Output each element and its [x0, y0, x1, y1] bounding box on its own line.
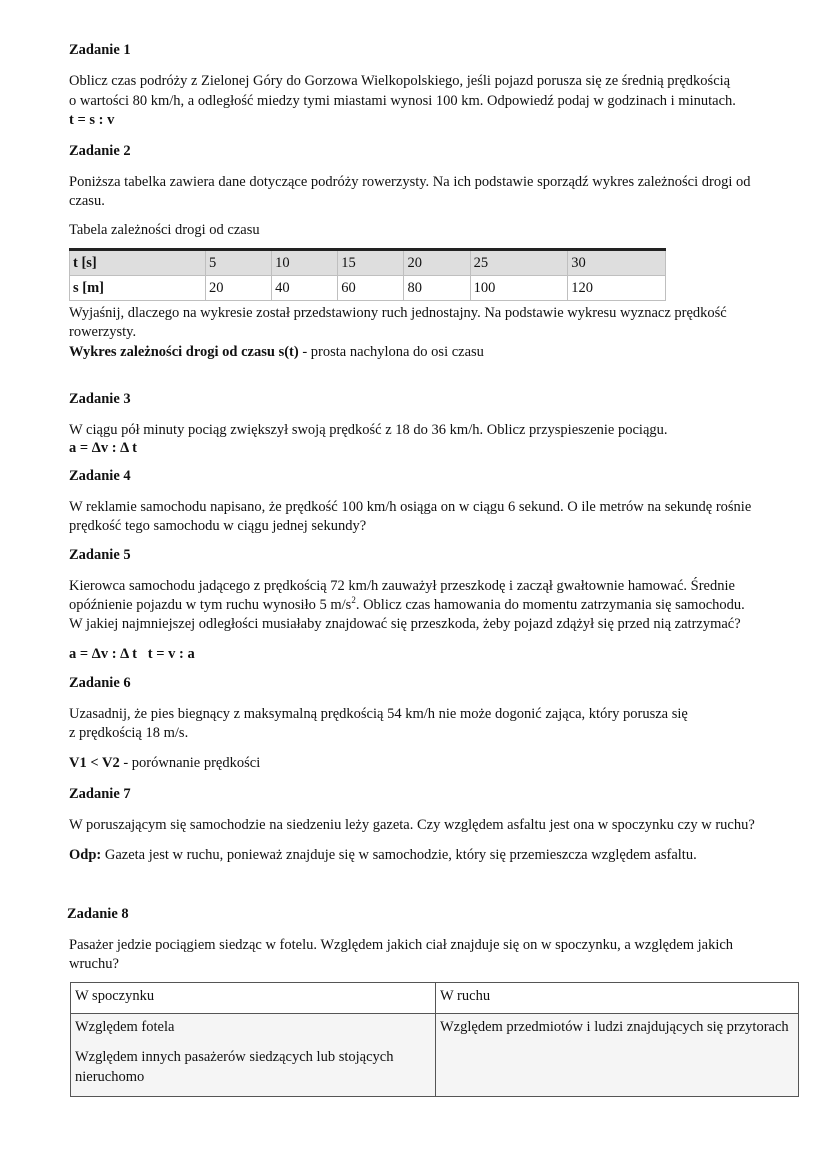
table-cell: 20: [205, 276, 271, 301]
task-5-text-line-2b: . Oblicz czas hamowania do momentu zatrzymania się samochodu.: [355, 597, 745, 613]
task-2-text-line-1: Poniższa tabelka zawiera dane dotyczące podróży rowerzysty. Na ich podstawie sporządź wykres zależności drogi od: [69, 174, 751, 190]
table-header-motion: W ruchu: [436, 983, 799, 1014]
table-cell: 60: [338, 276, 404, 301]
table-cell: 20: [404, 250, 470, 276]
task-7-answer-bold: Odp:: [69, 847, 102, 863]
task-5-title: Zadanie 5: [69, 547, 131, 563]
task-7-text-line-1: W poruszającym się samochodzie na siedzeniu leży gazeta. Czy względem asfaltu jest ona w spoczynku czy w ruchu?: [69, 817, 755, 833]
task-2-table-caption: Tabela zależności drogi od czasu: [69, 222, 260, 238]
task-5-formula: a = Δv : Δ t t = v : a: [69, 646, 195, 662]
task-2-question-line-1: Wyjaśnij, dlaczego na wykresie został przedstawiony ruch jednostajny. Na podstawie wykresu wyznacz prędkość: [69, 305, 727, 321]
task-6-answer: [69, 753, 804, 773]
motion-item-1: Względem przedmiotów i ludzi znajdujących się przytorach: [440, 1019, 789, 1035]
rest-item-1: Względem fotela: [75, 1019, 175, 1035]
task-6-title: Zadanie 6: [69, 675, 131, 691]
table-header-time: t [s]: [70, 250, 206, 276]
table-cell: 40: [272, 276, 338, 301]
table-cell: 10: [272, 250, 338, 276]
task-2-answer-bold: Wykres zależności drogi od czasu s(t): [69, 344, 299, 360]
task-1-text-line-2: o wartości 80 km/h, a odległość miedzy tymi miastami wynosi 100 km. Odpowiedź podaj w godzinach i minutach.: [69, 93, 736, 109]
task-4-text-line-2: prędkość tego samochodu w ciągu jednej sekundy?: [69, 518, 367, 534]
task-2-text-line-2: czasu.: [69, 193, 105, 209]
table-cell: 80: [404, 276, 470, 301]
task-4-title: Zadanie 4: [69, 468, 131, 484]
task-6-text-line-1: Uzasadnij, że pies biegnący z maksymalną prędkością 54 km/h nie może dogonić zająca, który porusza się: [69, 706, 688, 722]
table-cell: 120: [568, 276, 666, 301]
task-1-title: Zadanie 1: [69, 42, 131, 58]
task-7-answer: [69, 845, 804, 865]
task-8-title: Zadanie 8: [67, 906, 129, 922]
task-2-title: Zadanie 2: [69, 143, 131, 159]
task-6-answer-rest: - porównanie prędkości: [119, 755, 261, 771]
table-cell: 30: [568, 250, 666, 276]
task-2-answer: [69, 342, 804, 362]
table-cell: 100: [470, 276, 568, 301]
task-5-text-line-2: [69, 595, 804, 615]
distance-time-table: [69, 248, 666, 301]
rest-cell: [71, 1014, 436, 1097]
task-3-text-line-1: W ciągu pół minuty pociąg zwiększył swoją prędkość z 18 do 36 km/h. Oblicz przyspieszenie pociągu.: [69, 422, 668, 438]
task-3-formula: a = Δv : Δ t: [69, 440, 137, 456]
table-row-body: [71, 1014, 799, 1097]
task-1-formula: t = s : v: [69, 112, 115, 128]
rest-item-2: Względem innych pasażerów siedzących lub stojących nieruchomo: [75, 1049, 394, 1085]
task-2-answer-rest: - prosta nachylona do osi czasu: [298, 344, 484, 360]
task-1-text-line-1: Oblicz czas podróży z Zielonej Góry do Gorzowa Wielkopolskiego, jeśli pojazd porusza się ze średnią prędkością: [69, 73, 731, 89]
motion-cell: [436, 1014, 799, 1097]
task-5-text-line-2a: opóźnienie pojazdu w tym ruchu wynosiło 5 m/s: [69, 597, 352, 613]
task-6-text-line-2: z prędkością 18 m/s.: [69, 725, 189, 741]
task-6-answer-bold: V1 < V2: [69, 755, 120, 771]
squared-superscript: 2: [351, 595, 356, 606]
task-8-text-line-1: Pasażer jedzie pociągiem siedząc w fotelu. Względem jakich ciał znajduje się on w spoczynku, a względem jakich: [69, 937, 734, 953]
task-7-answer-rest: Gazeta jest w ruchu, ponieważ znajduje się w samochodzie, który się przemieszcza względem asfaltu.: [101, 847, 697, 863]
task-5-text-line-1: Kierowca samochodu jadącego z prędkością 72 km/h zauważył przeszkodę i zaczął gwałtownie hamować. Średnie: [69, 578, 735, 594]
table-cell: 15: [338, 250, 404, 276]
task-2-question-line-2: rowerzysty.: [69, 324, 137, 340]
task-7-title: Zadanie 7: [69, 786, 131, 802]
table-row-time: [70, 250, 666, 276]
rest-motion-table: [70, 982, 799, 1097]
task-3-title: Zadanie 3: [69, 391, 131, 407]
task-4-text-line-1: W reklamie samochodu napisano, że prędkość 100 km/h osiąga on w ciągu 6 sekund. O ile metrów na sekundę rośnie: [69, 499, 752, 515]
table-row-header: [71, 983, 799, 1014]
table-header-distance: s [m]: [70, 276, 206, 301]
table-cell: 25: [470, 250, 568, 276]
table-header-rest: W spoczynku: [71, 983, 436, 1014]
table-cell: 5: [205, 250, 271, 276]
task-8-text-line-2: wruchu?: [69, 956, 119, 972]
table-row-distance: [70, 276, 666, 301]
task-5-text-line-3: W jakiej najmniejszej odległości musiałaby znajdować się przeszkoda, żeby pojazd zdążył się przed nią zatrzymać?: [69, 616, 741, 632]
